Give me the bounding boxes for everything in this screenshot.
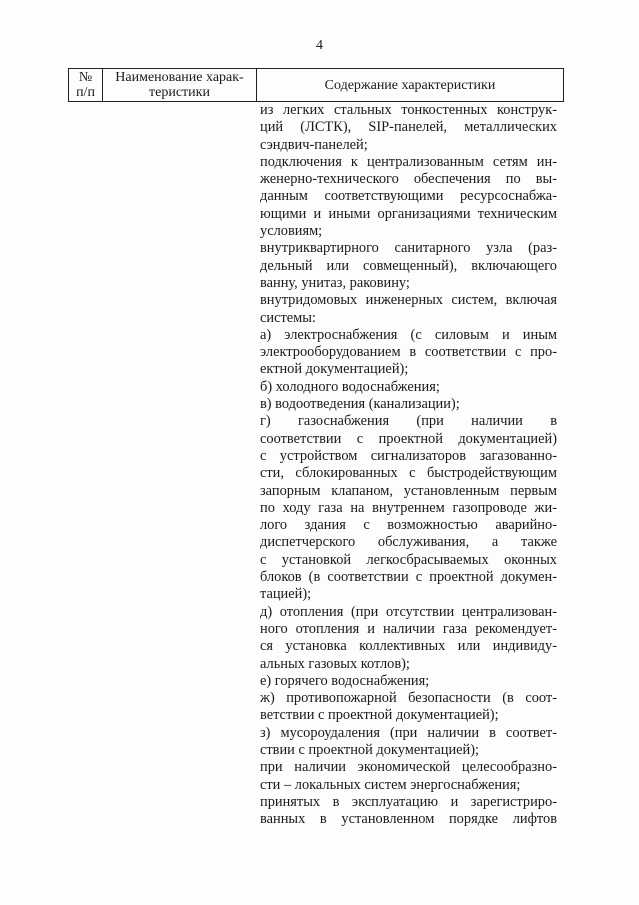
content-line: ющими и иными организациями техническим [260, 205, 557, 222]
content-line: сти, сблокированных с быстродействующим [260, 465, 557, 482]
content-line: диспетчерского обслуживания, а также [260, 534, 557, 551]
header-col-number [69, 69, 103, 101]
content-line: принятых в эксплуатацию и зарегистриро- [260, 793, 557, 810]
content-line: в) водоотведения (канализации); [260, 396, 460, 413]
content-line: условиям; [260, 223, 323, 240]
page-number: 4 [316, 38, 323, 53]
content-line: ся установка коллективных или индивиду- [260, 638, 557, 655]
content-line: ствии с проектной документацией); [260, 741, 480, 758]
content-line: с устройством сигнализаторов загазованно- [260, 447, 557, 464]
content-line: с установкой легкосбрасываемых оконных [260, 551, 557, 568]
content-line: подключения к централизованным сетям ин- [260, 153, 557, 170]
header-col-content [257, 69, 563, 101]
header-col-number-line2: п/п [76, 85, 95, 100]
content-line: из легких стальных тонкостенных конструк- [260, 102, 557, 118]
content-line: по ходу газа на внутреннем газопроводе жи- [260, 499, 557, 516]
content-line: альных газовых котлов); [260, 655, 410, 672]
content-line: е) горячего водоснабжения; [260, 672, 430, 689]
content-line: б) холодного водоснабжения; [260, 378, 440, 395]
header-col-name-line2: теристики [149, 85, 210, 100]
content-line: сэндвич-панелей; [260, 136, 368, 153]
content-line: женерно-технического обеспечения по вы- [260, 171, 557, 188]
content-line: ветствии с проектной документацией); [260, 707, 499, 724]
content-line: системы: [260, 309, 316, 326]
content-line: лого здания с возможностью аварийно- [260, 517, 557, 534]
content-line: ванну, унитаз, раковину; [260, 274, 410, 291]
table-header [68, 68, 564, 102]
content-line: ж) противопожарной безопасности (в соот- [260, 690, 557, 707]
content-line: ванных в установленном порядке лифтов [260, 811, 557, 828]
content-line: внутриквартирного санитарного узла (раз- [260, 240, 557, 257]
content-column [260, 102, 557, 892]
content-line: сти – локальных систем энергоснабжения; [260, 776, 521, 793]
content-line: блоков (в соответствии с проектной докумен- [260, 569, 557, 586]
header-col-number-line1: № [78, 70, 93, 85]
content-line: внутридомовых инженерных систем, включая [260, 292, 557, 309]
content-line: при наличии экономической целесообразно- [260, 759, 557, 776]
content-line: ектной документацией); [260, 361, 409, 378]
content-line: д) отопления (при отсутствии централизован- [260, 603, 557, 620]
content-line: запорным клапаном, установленным первым [260, 482, 557, 499]
content-line: з) мусороудаления (при наличии в соответ- [260, 724, 557, 741]
header-col-content-label: Содержание характеристики [324, 77, 496, 93]
content-line: дельный или совмещенный), включающего [260, 257, 557, 274]
content-line: электрооборудованием в соответствии с про- [260, 344, 557, 361]
header-col-name [103, 69, 257, 101]
content-line: ций (ЛСТК), SIP-панелей, металлических [260, 119, 557, 136]
content-line: соответствии с проектной документацией) [260, 430, 557, 447]
header-col-name-line1: Наименование харак- [115, 70, 244, 85]
content-line: г) газоснабжения (при наличии в [260, 413, 557, 430]
content-line: тацией); [260, 586, 312, 603]
content-line: данным соответствующими ресурсоснабжа- [260, 188, 557, 205]
content-line: а) электроснабжения (с силовым и иным [260, 326, 557, 343]
content-line: ного отопления и наличии газа рекомендует- [260, 620, 557, 637]
